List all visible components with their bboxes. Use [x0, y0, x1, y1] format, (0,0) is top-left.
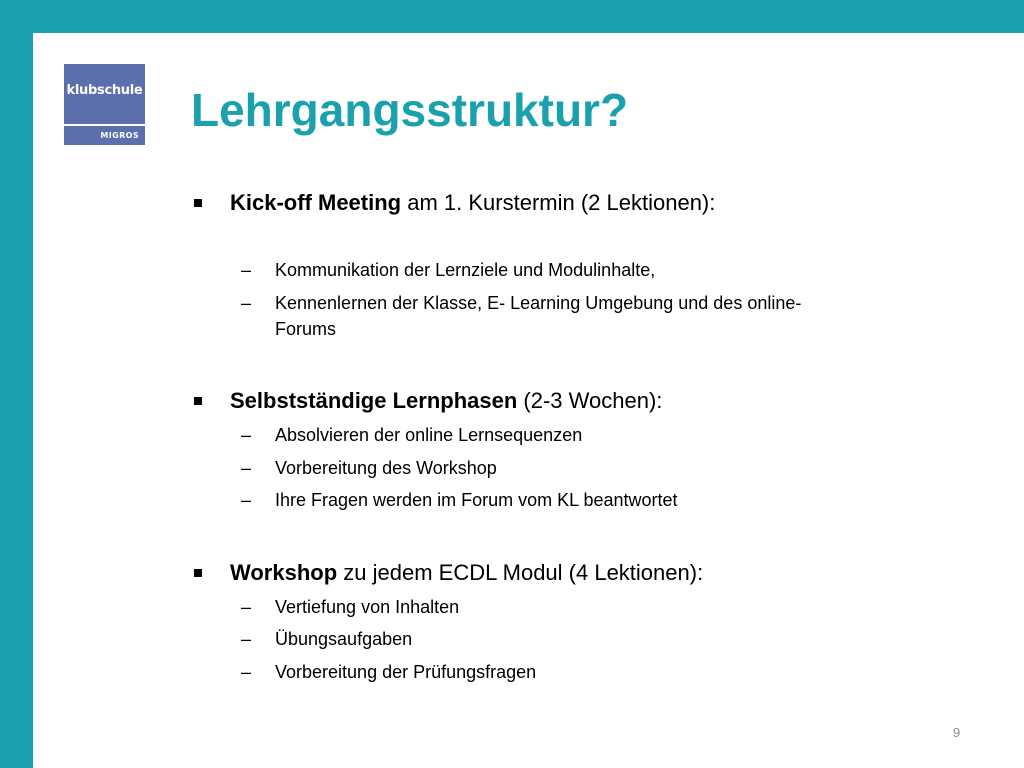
dash-bullet: –	[241, 458, 252, 478]
square-bullet-icon	[194, 199, 202, 207]
sub-item-text: Vorbereitung des Workshop	[275, 458, 497, 478]
bullet-kick-off-meeting	[230, 189, 715, 217]
sub-item	[241, 422, 583, 448]
logo-subbrand: MIGROS	[100, 131, 139, 140]
sub-item	[241, 659, 537, 685]
sub-item	[241, 626, 413, 652]
sub-item-text: Übungsaufgaben	[275, 629, 413, 649]
slide-title: Lehrgangsstruktur?	[191, 84, 629, 136]
square-bullet-icon	[194, 569, 202, 577]
sub-item-continuation	[275, 316, 336, 342]
sub-item-text: Vorbereitung der Prüfungsfragen	[275, 662, 537, 682]
klubschule-migros-logo	[64, 64, 145, 145]
sub-item-text: Kommunikation der Lernziele und Modulinhalte,	[275, 260, 656, 280]
top-right-accent-bar	[997, 0, 1024, 33]
bullet-heading: Kick-off Meeting	[230, 190, 402, 215]
sub-item-text: Kennenlernen der Klasse, E- Learning Umgebung und des online-	[275, 293, 802, 313]
dash-bullet: –	[241, 425, 252, 445]
dash-bullet: –	[241, 597, 252, 617]
bullet-text: zu jedem ECDL Modul (4 Lektionen):	[337, 560, 704, 585]
logo-wordmark: klubschule	[66, 82, 143, 98]
sub-item	[241, 455, 497, 481]
bullet-heading: Selbstständige Lernphasen	[230, 388, 518, 413]
sub-item	[241, 257, 656, 283]
left-accent-bar	[0, 0, 33, 768]
dash-bullet: –	[241, 260, 252, 280]
bullet-selbststaendige-lernphasen	[230, 387, 662, 415]
dash-bullet: –	[241, 490, 252, 510]
dash-bullet: –	[241, 629, 252, 649]
sub-item-text: Forums	[275, 319, 337, 339]
sub-item	[241, 290, 802, 316]
bullet-text: (2-3 Wochen):	[517, 388, 663, 413]
bullet-workshop	[230, 559, 703, 587]
top-accent-bar	[0, 0, 1024, 33]
dash-bullet: –	[241, 293, 252, 313]
square-bullet-icon	[194, 397, 202, 405]
bullet-heading: Workshop	[230, 560, 338, 585]
bullet-text: am 1. Kurstermin (2 Lektionen):	[401, 190, 716, 215]
sub-item	[241, 594, 460, 620]
sub-item	[241, 487, 678, 513]
sub-item-text: Ihre Fragen werden im Forum vom KL beantwortet	[275, 490, 678, 510]
dash-bullet: –	[241, 662, 252, 682]
sub-item-text: Vertiefung von Inhalten	[275, 597, 460, 617]
page-number: 9	[953, 725, 961, 740]
sub-item-text: Absolvieren der online Lernsequenzen	[275, 425, 583, 445]
